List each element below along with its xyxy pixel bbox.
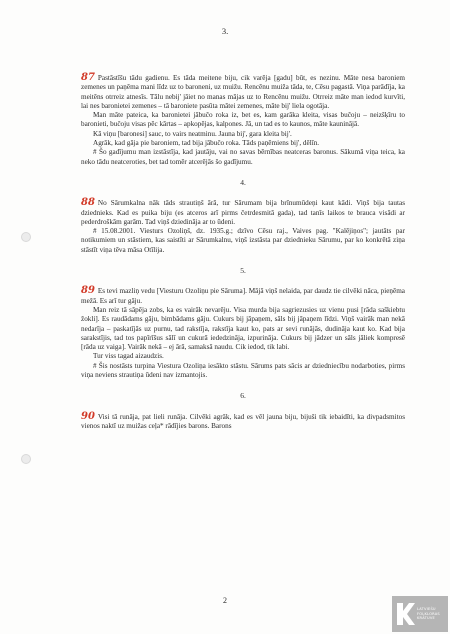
entry-text: Pastāstīšu tādu gadienu. Es tāda meitene biju, cik varēja [gadu] būt, es nezinu. Māte nesa baroniem zemenes un paņēma mani līdz uz to baroneni, uz muižu. Rencēnu muiža tāda, te, Cēsu pagastā. Viņa parādīja, ka meitēns otrreiz atnesīs. Tālu nebij' jāiet no manas mājas uz to Rencēnu muižu. Otrreiz māte man iedod kurvīti, lai nes baronietei zemenes – tā baroniete pasūta mātei zemenes, māte bij' liela ogotāja.: [81, 74, 405, 110]
page-header-number: 3.: [221, 26, 229, 36]
collector-note: # Šis nostāsts turpina Viestura Ozoliņa iesākto stāstu. Sārums pats sācis ar dziedniecību nodarboties, pirms viņa neviens strautiņa ūdeni nav izmantojis.: [81, 361, 405, 380]
entry-paragraph: [81, 73, 405, 111]
collector-note: # Šo gadījumu man izstāstīja, kad jautāju, vai no savas bērnības neatceras baronus. Sākumā viņa teica, ka neko tādu neatceroties, bet tad tomēr atcerējās šo gadījumu.: [81, 148, 405, 166]
section-number: 5.: [240, 266, 246, 276]
archive-logo: [392, 596, 448, 632]
body-paragraph: Agrāk, kad gāja pie baroniem, tad bija jābučo roka. Tāds paņēmiens bij', dēlīn.: [93, 139, 320, 148]
section-number: 6.: [240, 391, 246, 401]
entry-paragraph: [81, 286, 405, 306]
collector-note: # 15.08.2001. Viesturs Ozoliņš, dz. 1935.g.; dzīvo Cēsu raj., Vaives pag. "Kalējiņos"; jautāts par notikumiem un stāstiem, kas saistīti ar Sārumkalnu, viņš izstāsta par dziednieku Sārumu, par ko konkrētā ziņa stāstīt viņa tēva māsa Otīlija.: [81, 227, 405, 254]
page-footer-number: 2: [223, 596, 227, 605]
punch-hole: [21, 454, 31, 464]
entry-paragraph: [81, 198, 405, 227]
entry-marker: 87: [81, 72, 95, 83]
archive-logo-mark-icon: [395, 600, 415, 628]
body-paragraph: Man māte pateica, ka baronietei jābučo roka iz, bet es, kam garāka kleita, visas bučoju – neizšķīru to baronieti, bučoju visas pēc kārtas – apkopējas, kalpones. Jā, un tad es to kaunos, māte kauninājā.: [81, 111, 405, 129]
body-paragraph: Kā viņu [baronesi] sauc, to vairs neatminu. Jauna bij', gara kleita bij'.: [93, 129, 292, 138]
entry-text: Es tevi mazliņ vedu [Viesturu Ozoliņu pie Sāruma]. Mājā viņš nelaida, par daudz tie cilvēki nāca, pieņēma mežā. Es arī tur gāju.: [81, 287, 405, 305]
entry-marker: 88: [81, 197, 95, 209]
entry-text: Visi tā runāja, pat lieli runāja. Cilvēki agrāk, kad es vēl jauna biju, bijuši tik iebaidīti, ka divpadsmitos vienos naktī uz muižas ceļa* rādījies barons. Barons: [81, 412, 405, 430]
document-body: [81, 73, 405, 431]
entry-marker: 89: [81, 285, 95, 297]
section-number: 4.: [240, 177, 246, 187]
entry-paragraph: [81, 412, 405, 432]
body-paragraph: Man reiz tā sāpēja zobs, ka es vairāk nevarēju. Visa murda bija sagriezusies uz vienu pusi [rāda saškiebtu žokli]. Es raudādams gāju, bimbādams gāju. Cukurs bij jāpaņem, sāls bij jāpaņem līdzi. Viņš vairāk man nekā nedarīja – paskatījās uz purnu, tad rakstīja, rakstīja kaut ko, pats ar sevi runājās, dudināja kaut ko. Kad bija sarakstījis, tad tos papīrīšus sālī un cukurā iededzināja, izpurināja. Cukurs bij jādzer un sāls jāliek kompresē [rāda uz vaiga]. Vairāk nekā – ej ārā, samaksā naudu. Cik iedod, tik labi.: [81, 305, 405, 352]
entry-text: No Sārumkalna nāk tāds strautiņš ārā, tur Sārumam bija brīnumūdeņi kaut kādi. Viņš bija tautas dziednieks. Kad es puika biju (es atceros arī pirms četrdesmitā gada), tad tanīs laikos te brauca visādi ar pederdroškām garām. Tad viņš dziedināja ar to ūdeni.: [81, 199, 405, 226]
entry-marker: 90: [81, 410, 95, 422]
archive-logo-text: LATVIEŠU FOLKLORAS KRĀTUVE: [417, 607, 440, 621]
body-paragraph: Tur viss tagad aizaudzis.: [93, 352, 164, 361]
punch-hole: [21, 232, 31, 242]
